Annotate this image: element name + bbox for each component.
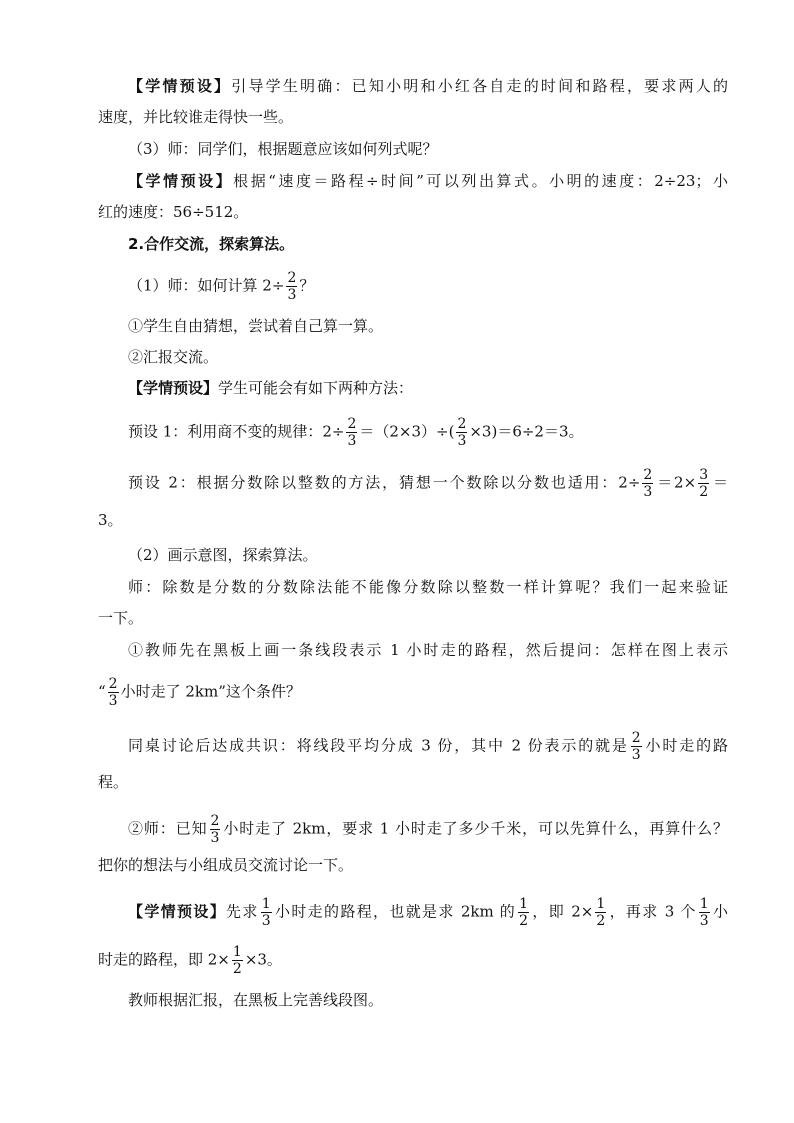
- fraction: $\frac{1}{2}$: [232, 944, 242, 977]
- paragraph-2: （3）师：同学们，根据题意应该如何列式呢？: [128, 140, 438, 158]
- paragraph-14-line-1: ②师：已知 $\frac{2}{3}$ 小时走了 2km，要求 1 小时走了多少千米，可以先算什么，再算什么？: [128, 813, 728, 846]
- question-1: （1）师：如何计算 2÷ $\frac{2}{3}$ ？: [128, 270, 315, 303]
- fraction: $\frac{2}{3}$: [287, 270, 297, 303]
- paragraph-14-line-2: 把你的想法与小组成员交流讨论一下。: [98, 856, 354, 874]
- section-heading: 2.合作交流，探索算法。: [128, 235, 295, 253]
- paragraph-10: （2）画示意图，探索算法。: [128, 546, 318, 564]
- paragraph-15-line-2: 时走的路程，即 2× $\frac{1}{2}$ ×3。: [98, 944, 282, 977]
- learning-preset-label: 【学情预设】: [128, 172, 234, 190]
- learning-preset-label: 【学情预设】: [128, 902, 227, 921]
- paragraph-3-line-1: 【学情预设】根据“速度＝路程÷时间”可以列出算式。小明的速度：2÷23；小: [128, 172, 728, 190]
- fraction: $\frac{2}{3}$: [210, 813, 220, 846]
- preset-method-1: 预设 1：利用商不变的规律：2÷ $\frac{2}{3}$ ＝（2×3）÷( $\frac{2}{3}$ ×3)＝6÷2＝3。: [128, 416, 584, 449]
- fraction: $\frac{1}{2}$: [596, 896, 606, 929]
- paragraph-1-line-1: 【学情预设】引导学生明确：已知小明和小红各自走的时间和路程，要求两人的: [128, 77, 728, 95]
- preset-method-2-line-2: 3。: [98, 511, 123, 529]
- paragraph-5: ①学生自由猜想，尝试着自己算一算。: [128, 317, 384, 335]
- fraction: $\frac{2}{3}$: [108, 676, 118, 709]
- preset-method-2-line-1: 预设 2：根据分数除以整数的方法，猜想一个数除以分数也适用：2÷ $\frac{2}{3}$ ＝2× $\frac{3}{2}$ ＝: [128, 467, 728, 500]
- paragraph-11-line-1: 师：除数是分数的分数除法能不能像分数除以整数一样计算呢？我们一起来验证: [128, 578, 728, 596]
- learning-preset-label: 【学情预设】: [128, 77, 232, 95]
- paragraph-12-line-1: ①教师先在黑板上画一条线段表示 1 小时走的路程，然后提问：怎样在图上表示: [128, 641, 728, 659]
- paragraph-13-line-1: 同桌讨论后达成共识：将线段平均分成 3 份，其中 2 份表示的就是 $\frac{2}{3}$ 小时走的路: [128, 730, 728, 763]
- fraction: $\frac{2}{3}$: [631, 730, 641, 763]
- fraction: $\frac{2}{3}$: [457, 416, 467, 449]
- paragraph-1-line-2: 速度，并比较谁走得快一些。: [98, 108, 294, 126]
- fraction: $\frac{2}{3}$: [347, 416, 357, 449]
- fraction: $\frac{2}{3}$: [643, 467, 653, 500]
- paragraph-11-line-2: 一下。: [98, 609, 144, 627]
- fraction: $\frac{1}{3}$: [261, 896, 271, 929]
- paragraph-15-line-1: 【学情预设】先求 $\frac{1}{3}$ 小时走的路程，也就是求 2km 的 $\frac{1}{2}$ ，即 2× $\frac{1}{2}$ ，再求 3 个 $\frac{1}{3}$ 小: [128, 896, 728, 929]
- paragraph-3-line-2: 红的速度：56÷512。: [98, 203, 249, 221]
- fraction: $\frac{1}{2}$: [519, 896, 529, 929]
- fraction: $\frac{1}{3}$: [699, 896, 709, 929]
- paragraph-7: 【学情预设】学生可能会有如下两种方法：: [128, 379, 414, 397]
- paragraph-16: 教师根据汇报，在黑板上完善线段图。: [128, 991, 384, 1009]
- learning-preset-label: 【学情预设】: [128, 379, 219, 397]
- paragraph-13-line-2: 程。: [98, 773, 129, 791]
- fraction: $\frac{3}{2}$: [699, 467, 709, 500]
- paragraph-12-line-2: “ $\frac{2}{3}$ 小时走了 2km”这个条件？: [98, 676, 301, 709]
- paragraph-6: ②汇报交流。: [128, 348, 219, 366]
